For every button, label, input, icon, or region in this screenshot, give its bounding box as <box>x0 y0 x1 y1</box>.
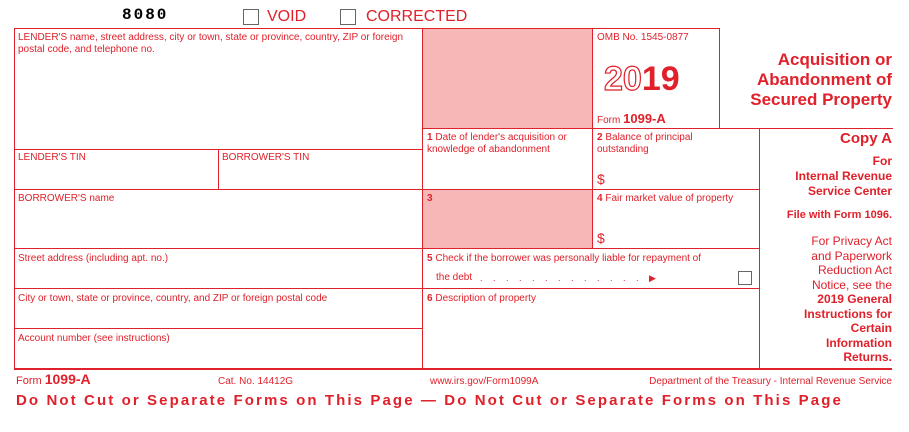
box1-number: 1 <box>427 132 433 143</box>
box4-label <box>597 193 759 205</box>
line-y128 <box>423 128 893 129</box>
box2-dollar: $ <box>597 171 605 187</box>
account-field[interactable] <box>16 347 420 366</box>
account-label: Account number (see instructions) <box>18 333 170 344</box>
copy-a-for: For <box>872 154 892 168</box>
footer-url: www.irs.gov/Form1099A <box>430 376 539 387</box>
frame-top <box>14 28 720 29</box>
line-y189 <box>14 189 760 190</box>
privacy-line2: and Paperwork <box>811 248 892 263</box>
copy-a-label: Copy A <box>840 130 892 147</box>
privacy-notice <box>757 234 892 365</box>
box2-field[interactable] <box>610 166 755 187</box>
box1-text: Date of lender's acquisition or knowledge of abandonment <box>427 132 567 155</box>
general-line5: Returns. <box>843 350 892 364</box>
omb-number: OMB No. 1545-0877 <box>597 32 689 43</box>
box3-number: 3 <box>427 193 433 204</box>
box6-field[interactable] <box>424 307 757 366</box>
box6-number: 6 <box>427 293 433 304</box>
box5-number: 5 <box>427 253 433 264</box>
borrower-tin-label: BORROWER'S TIN <box>222 152 310 163</box>
box2-number: 2 <box>597 132 603 143</box>
copy-a-irs-line2: Service Center <box>807 184 892 198</box>
line-y328 <box>14 328 423 329</box>
box4-field[interactable] <box>610 226 755 247</box>
box4-number: 4 <box>597 193 603 204</box>
general-line2: Instructions for <box>803 306 892 321</box>
privacy-line1: For Privacy Act <box>811 234 892 248</box>
void-label: VOID <box>267 8 307 25</box>
general-line3: Certain <box>850 321 892 335</box>
copy-a-irs-line1: Internal Revenue <box>795 169 892 183</box>
box1-field[interactable] <box>424 160 590 187</box>
divider-tin <box>218 149 219 189</box>
corrected-label: CORRECTED <box>366 8 468 25</box>
box5-text-line2: the debt <box>436 272 473 283</box>
box4-text: Fair market value of property <box>605 193 734 204</box>
box3-field[interactable] <box>424 208 590 246</box>
divider-middle <box>592 28 593 248</box>
form-title <box>712 50 892 110</box>
general-line4: Information <box>826 335 892 350</box>
borrower-name-label: BORROWER'S name <box>18 193 115 204</box>
shaded-area-top <box>423 29 592 128</box>
file-with-1096: File with Form 1096. <box>786 209 892 221</box>
privacy-line4: Notice, see the <box>811 277 892 292</box>
city-field[interactable] <box>16 307 420 326</box>
box1-label <box>427 132 592 156</box>
box5-leader-dots: . . . . . . . . . . . . . ▶ <box>480 273 660 283</box>
street-label: Street address (including apt. no.) <box>18 253 169 264</box>
box2-text: Balance of principal outstanding <box>597 132 693 155</box>
frame-left <box>14 28 15 369</box>
form-title-line2: Abandonment of <box>756 70 892 89</box>
box2-label <box>597 132 717 156</box>
copy-a-recipient <box>757 154 892 199</box>
form-name: 1099-A <box>623 111 666 126</box>
tax-year-bold: 19 <box>641 60 680 98</box>
void-checkbox[interactable] <box>243 9 259 25</box>
tax-year <box>604 60 680 98</box>
footer-form-word: Form <box>16 375 42 387</box>
box5-label <box>427 253 757 265</box>
lender-info-field[interactable] <box>16 60 420 126</box>
footer-cat-no: Cat. No. 14412G <box>218 376 294 387</box>
box6-text: Description of property <box>435 293 536 304</box>
form-id <box>597 112 666 128</box>
general-line1: 2019 General <box>817 292 892 306</box>
line-y288 <box>14 288 760 289</box>
tax-year-outline: 20 <box>604 60 642 98</box>
frame-bottom <box>14 368 892 370</box>
privacy-line3: Reduction Act <box>817 263 892 277</box>
box6-label <box>427 293 536 305</box>
box5-text: Check if the borrower was personally liable for repayment of <box>435 253 702 264</box>
borrower-name-field[interactable] <box>16 208 420 246</box>
form-word: Form <box>597 115 621 126</box>
lender-info-label: LENDER'S name, street address, city or town, state or province, country, ZIP or foreign postal code, and telephone no. <box>18 32 404 55</box>
lender-tin-label: LENDER'S TIN <box>18 152 86 163</box>
form-title-line1: Acquisition or <box>777 50 892 69</box>
lender-tin-field[interactable] <box>16 166 216 186</box>
divider-left-panel <box>422 28 423 369</box>
corrected-checkbox[interactable] <box>340 9 356 25</box>
form-title-line3: Secured Property <box>750 90 892 109</box>
borrower-tin-field[interactable] <box>221 166 420 186</box>
box4-dollar: $ <box>597 230 605 246</box>
line-y248 <box>14 248 760 249</box>
footer-form-id <box>16 372 91 388</box>
city-label: City or town, state or province, country, and ZIP or foreign postal code <box>18 293 328 304</box>
do-not-cut-warning: Do Not Cut or Separate Forms on This Page — Do Not Cut or Separate Forms on This Page <box>16 392 843 409</box>
form-code: 8080 <box>122 6 169 24</box>
footer-department: Department of the Treasury - Internal Revenue Service <box>649 376 892 387</box>
box5-checkbox[interactable] <box>738 271 752 285</box>
footer-form-name: 1099-A <box>44 371 91 387</box>
street-field[interactable] <box>16 267 420 286</box>
